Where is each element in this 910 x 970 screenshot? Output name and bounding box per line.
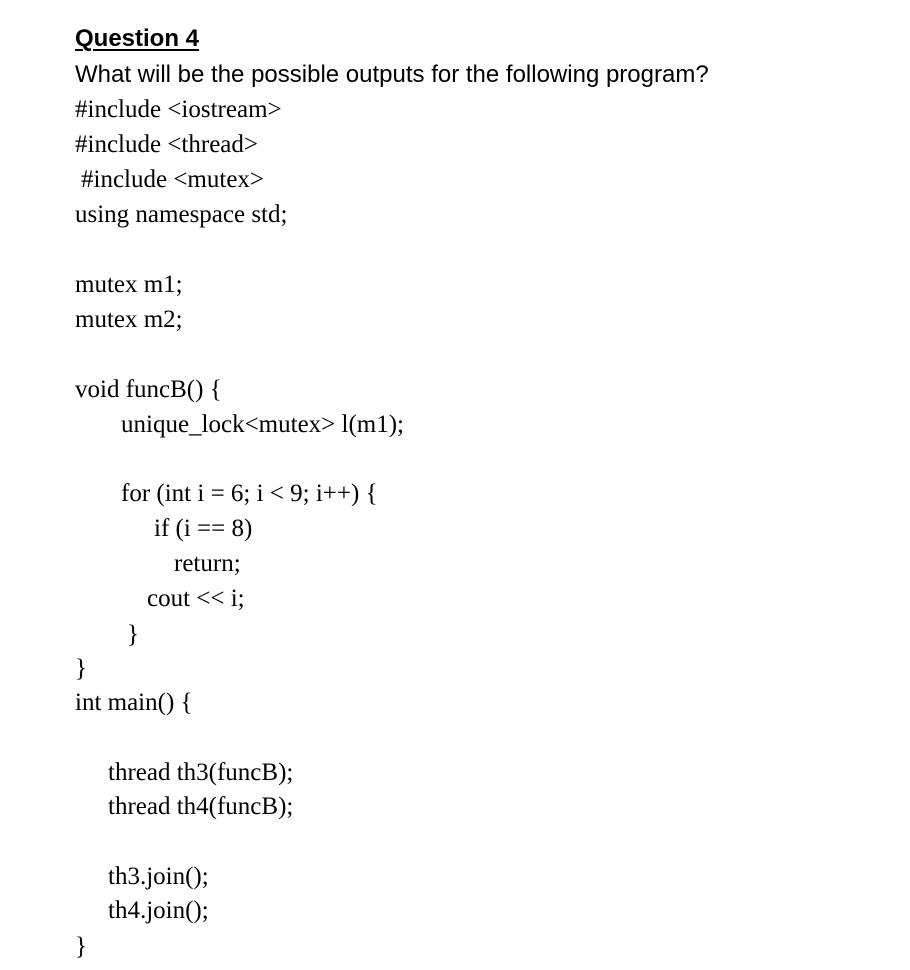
code-line: #include <mutex> [81, 166, 265, 193]
code-line: cout << i; [147, 585, 245, 612]
code-line: mutex m2; [75, 306, 183, 333]
code-line: #include <thread> [75, 131, 258, 158]
code-line: } [127, 621, 139, 648]
code-line: return; [174, 550, 241, 577]
code-line: using namespace std; [75, 201, 288, 228]
code-line: for (int i = 6; i < 9; i++) { [121, 480, 378, 507]
code-line: #include <iostream> [75, 96, 282, 123]
question-prompt: What will be the possible outputs for the following program? [75, 61, 709, 88]
code-line: unique_lock<mutex> l(m1); [121, 411, 405, 438]
code-line: thread th3(funcB); [108, 759, 294, 786]
code-line: int main() { [75, 689, 193, 716]
code-line: mutex m1; [75, 271, 183, 298]
code-line: } [75, 933, 87, 960]
code-line: } [75, 655, 87, 682]
code-line: if (i == 8) [154, 515, 253, 542]
code-line: th4.join(); [108, 897, 209, 924]
code-line: void funcB() { [75, 376, 222, 403]
code-line: thread th4(funcB); [108, 793, 294, 820]
question-heading: Question 4 [75, 25, 200, 52]
code-line: th3.join(); [108, 863, 209, 890]
